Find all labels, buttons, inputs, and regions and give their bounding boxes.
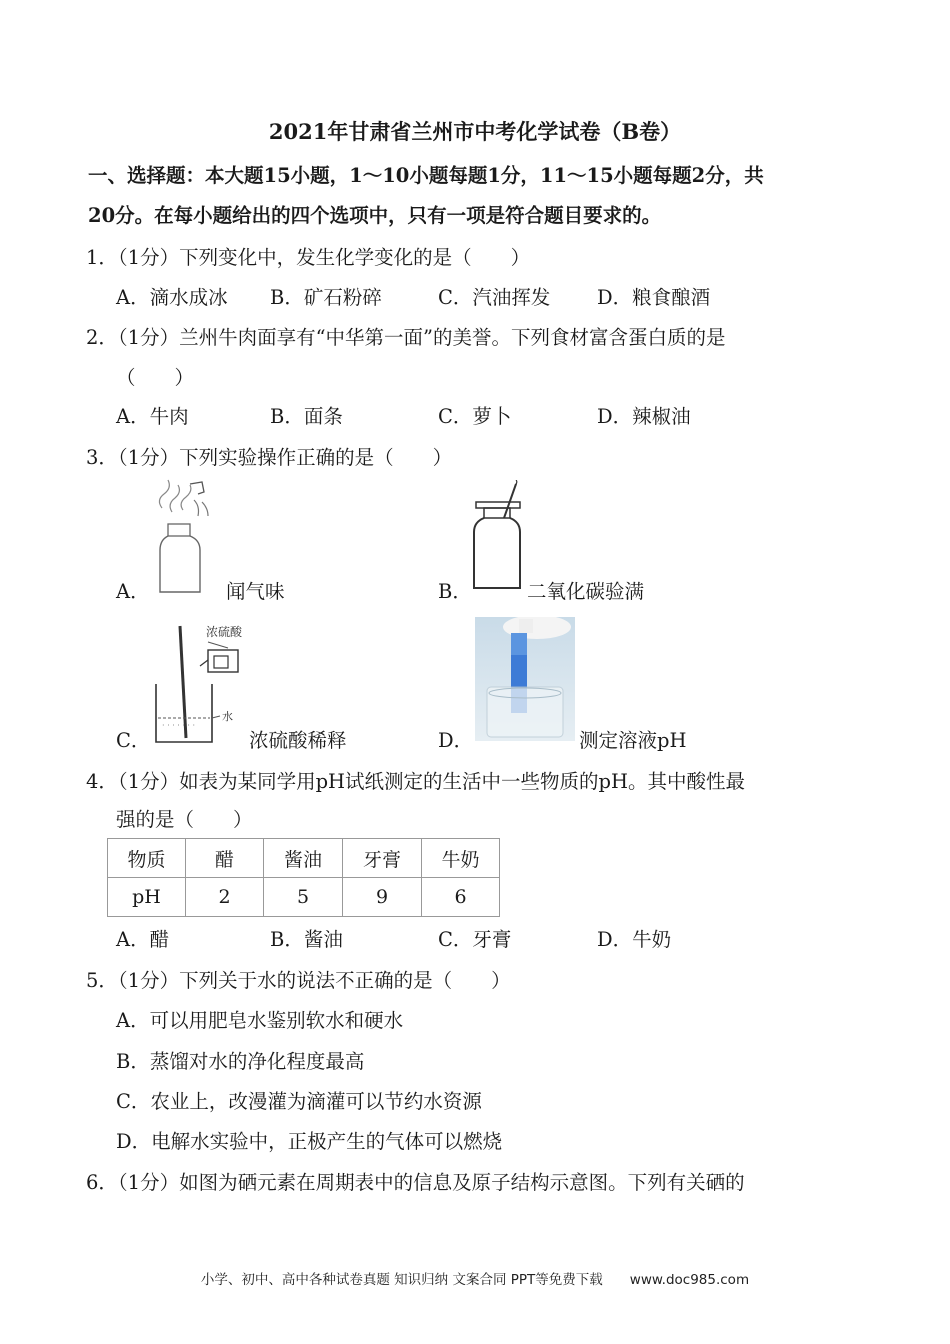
table-cell: 9 — [343, 878, 422, 917]
q5-option-a: A．可以用肥皂水鉴别软水和硬水 — [116, 1009, 404, 1032]
acid-dilution-figure — [150, 622, 246, 746]
section-heading-line1: 一、选择题：本大题15小题，1～10小题每题1分，11～15小题每题2分，共 — [88, 164, 764, 187]
q2-option-c: C．萝卜 — [438, 405, 512, 428]
question-1-stem: 1．（1分）下列变化中，发生化学变化的是（ ） — [86, 246, 531, 269]
ph-table — [107, 838, 500, 917]
section-heading-line2: 20分。在每小题给出的四个选项中，只有一项是符合题目要求的。 — [88, 204, 662, 227]
table-row — [108, 878, 500, 917]
q5-option-b: B．蒸馏对水的净化程度最高 — [116, 1050, 365, 1073]
question-4-stem: 4．（1分）如表为某同学用pH试纸测定的生活中一些物质的pH。其中酸性最 — [86, 770, 746, 793]
q1-option-d: D．粮食酿酒 — [597, 286, 711, 309]
q3-option-c-letter: C． — [116, 729, 151, 752]
fig-label-water: 水 — [222, 710, 233, 723]
table-cell: 牙膏 — [343, 839, 422, 878]
table-cell: 牛奶 — [422, 839, 500, 878]
q5-option-d: D．电解水实验中，正极产生的气体可以燃烧 — [116, 1130, 503, 1153]
q3-option-d-letter: D． — [438, 729, 474, 752]
q1-option-a: A．滴水成冰 — [116, 286, 228, 309]
footer-text: 小学、初中、高中各种试卷真题 知识归纳 文案合同 PPT等免费下载 www.doc985.com — [200, 1272, 750, 1288]
q4-option-a: A．醋 — [116, 928, 170, 951]
table-cell: pH — [108, 878, 186, 917]
smell-gas-figure — [150, 478, 230, 596]
q3-option-a-letter: A． — [116, 580, 150, 603]
question-5-stem: 5．（1分）下列关于水的说法不正确的是（ ） — [86, 969, 511, 992]
table-cell: 醋 — [186, 839, 264, 878]
q1-option-c: C．汽油挥发 — [438, 286, 551, 309]
q2-option-a: A．牛肉 — [116, 405, 189, 428]
svg-text:· · · · · · ·: · · · · · · · — [162, 721, 196, 730]
question-2-stem-cont: （ ） — [116, 366, 195, 389]
table-cell: 酱油 — [264, 839, 343, 878]
q3-option-c-text: 浓硫酸稀释 — [249, 729, 347, 752]
q4-option-c: C．牙膏 — [438, 928, 512, 951]
q3-option-b-text: 二氧化碳验满 — [527, 580, 645, 603]
question-4-stem-cont: 强的是（ ） — [116, 808, 253, 831]
q5-option-c: C．农业上，改漫灌为滴灌可以节约水资源 — [116, 1090, 482, 1113]
q3-option-d-text: 测定溶液pH — [579, 729, 687, 752]
q3-option-a-text: 闻气味 — [226, 580, 285, 603]
fig-label-acid: 浓硫酸 — [206, 625, 243, 639]
table-cell: 5 — [264, 878, 343, 917]
q2-option-d: D．辣椒油 — [597, 405, 691, 428]
ph-test-photo — [475, 617, 575, 741]
question-3-stem: 3．（1分）下列实验操作正确的是（ ） — [86, 446, 453, 469]
question-6-stem: 6．（1分）如图为硒元素在周期表中的信息及原子结构示意图。下列有关硒的 — [86, 1171, 745, 1194]
table-cell: 2 — [186, 878, 264, 917]
table-cell: 6 — [422, 878, 500, 917]
q2-option-b: B．面条 — [270, 405, 343, 428]
q4-option-d: D．牛奶 — [597, 928, 672, 951]
table-header-row — [108, 839, 500, 878]
table-cell: 物质 — [108, 839, 186, 878]
q4-option-b: B．酱油 — [270, 928, 343, 951]
co2-test-figure — [470, 480, 526, 598]
q1-option-b: B．矿石粉碎 — [270, 286, 382, 309]
question-2-stem: 2．（1分）兰州牛肉面享有“中华第一面”的美誉。下列食材富含蛋白质的是 — [86, 326, 726, 349]
page-title: 2021年甘肃省兰州市中考化学试卷（B卷） — [268, 119, 682, 144]
q3-option-b-letter: B． — [438, 580, 472, 603]
